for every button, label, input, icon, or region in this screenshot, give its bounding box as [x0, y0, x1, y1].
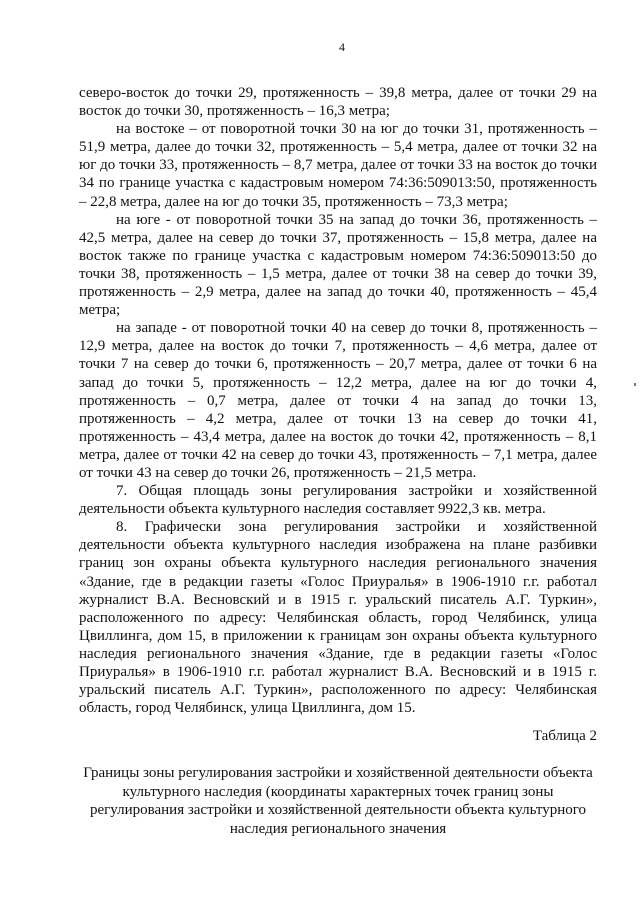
table-label: Таблица 2 — [532, 728, 597, 745]
body-text — [79, 84, 597, 717]
paragraph-east-boundary: на востоке – от поворотной точки 30 на юг до точки 31, протяженность – 51,9 метра, далее до точки 32, протяженность – 5,4 метра, далее от точки 32 на юг до точки 33, протяженность – 8,7 метра, далее от точки 33 на восток до точки 34 по границе участка с кадастровым номером 74:36:509013:50, протяженность – 22,8 метра, далее на юг до точки 35, протяженность – 73,3 метра; — [79, 121, 597, 210]
table-caption: Границы зоны регулирования застройки и хозяйственной деятельности объекта культурного наследия (координаты характерных точек границ зоны регулирования застройки и хозяйственной деятельности объекта культурного наследия регионального значения — [83, 765, 593, 837]
page-number: 4 — [339, 40, 345, 54]
paragraph-west-boundary: на западе - от поворотной точки 40 на север до точки 8, протяженность – 12,9 метра, далее на восток до точки 7, протяженность – 4,6 метра, далее от точки 7 на север до точки 6, протяженность – 20,7 метра, далее от точки 6 на запад до точки 5, протяженность – 12,2 метра, далее на юг до точки 4, протяженность – 0,7 метра, далее от точки 4 на запад до точки 13, протяженность – 4,2 метра, далее от точки 13 на север до точки 41, протяженность – 43,4 метра, далее на восток до точки 42, протяженность – 8,1 метра, далее от точки 42 на север до точки 43, протяженность – 7,1 метра, далее от точки 43 на север до точки 26, протяженность – 21,5 метра. — [79, 320, 597, 481]
paragraph-north-continuation: северо-восток до точки 29, протяженность – 39,8 метра, далее от точки 29 на восток до точки 30, протяженность – 16,3 метра; — [79, 85, 597, 120]
paragraph-south-boundary: на юге - от поворотной точки 35 на запад до точки 36, протяженность – 42,5 метра, далее на север до точки 37, протяженность – 15,8 метра, далее на восток также по границе участка с кадастровым номером 74:36:509013:50 до точки 38, протяженность – 1,5 метра, далее от точки 38 на север до точки 39, протяженность – 2,9 метра, далее на запад до точки 40, протяженность – 45,4 метра; — [79, 211, 597, 319]
scan-edge-mark — [634, 383, 636, 386]
paragraph-item-8-graphic: 8. Графически зона регулирования застройки и хозяйственной деятельности объекта культурного наследия изображена на плане разбивки границ зон охраны объекта культурного наследия регионального значения «Здание, где в редакции газеты «Голос Приуралья» в 1906-1910 г.г. работал журналист В.А. Весновский и в 1915 г. уральский писатель А.Г. Туркин», расположенного по адресу: Челябинская область, город Челябинск, улица Цвиллинга, дом 15, в приложении к границам зон охраны объекта культурного наследия регионального значения «Здание, где в редакции газеты «Голос Приуралья» в 1906-1910 г.г. работал журналист В.А. Весновский и в 1915 г. уральский писатель А.Г. Туркин», расположенного по адресу: Челябинская область, город Челябинск, улица Цвиллинга, дом 15. — [79, 519, 597, 717]
paragraph-item-7-area: 7. Общая площадь зоны регулирования застройки и хозяйственной деятельности объекта культурного наследия составляет 9922,3 кв. метра. — [79, 483, 597, 518]
